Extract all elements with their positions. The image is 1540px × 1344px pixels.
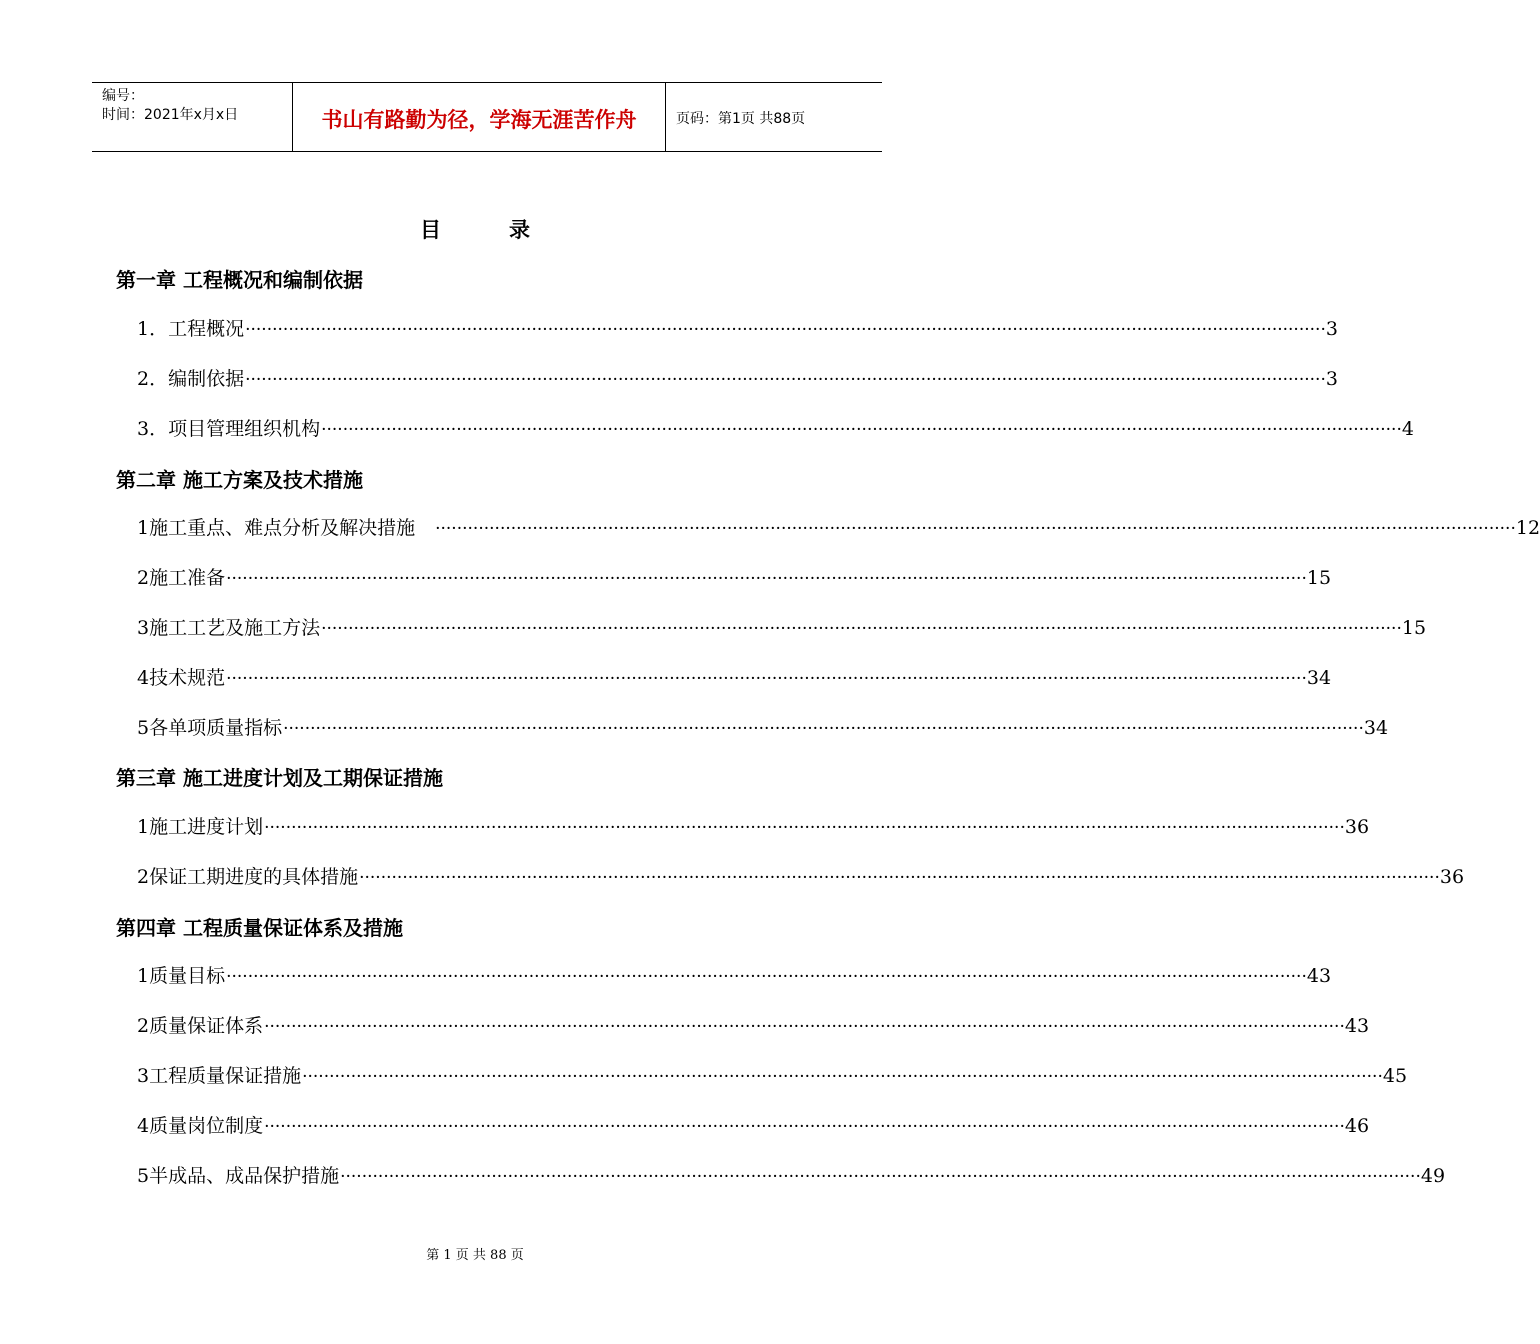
toc-entry-label: 3施工工艺及施工方法 (137, 617, 321, 639)
toc-entry-page: 46 (1344, 1115, 1370, 1137)
toc-entry-page: 43 (1306, 965, 1332, 987)
toc-entry-label: 1．工程概况 (137, 318, 245, 340)
toc-chapter-4: 第四章 工程质量保证体系及措施 (116, 916, 403, 940)
toc-entry[interactable] (137, 1111, 1370, 1137)
toc-entry[interactable] (137, 563, 1332, 589)
toc-entry-page: 3 (1325, 318, 1338, 340)
toc-entry-label: 3．项目管理组织机构 (137, 418, 321, 440)
toc-entry-page: 34 (1306, 667, 1332, 689)
toc-entry-page: 15 (1401, 617, 1427, 639)
header-motto: 书山有路勤为径，学海无涯苦作舟 (293, 83, 666, 151)
toc-leader-dots: ········································································································································································································ (435, 519, 1516, 539)
document-time-label: 时间：2021年x月x日 (102, 107, 239, 123)
toc-entry[interactable] (137, 812, 1370, 838)
toc-entry[interactable] (137, 364, 1338, 390)
toc-entry-label: 5各单项质量指标 (137, 717, 283, 739)
toc-entry-page: 36 (1439, 866, 1465, 888)
toc-entry[interactable] (137, 961, 1332, 987)
toc-leader-dots: ········································································································································································································ (321, 619, 1402, 639)
toc-entry-label: 3工程质量保证措施 (137, 1065, 302, 1087)
toc-leader-dots: ········································································································································································································ (283, 719, 1364, 739)
toc-entry[interactable] (137, 1161, 1446, 1187)
toc-entry-page: 3 (1325, 368, 1338, 390)
toc-leader-dots: ········································································································································································································ (226, 569, 1307, 589)
toc-entry[interactable] (137, 663, 1332, 689)
toc-chapter-3: 第三章 施工进度计划及工期保证措施 (116, 766, 443, 790)
toc-leader-dots: ········································································································································································································ (340, 1167, 1421, 1187)
toc-entry-label: 1施工重点、难点分析及解决措施 (137, 517, 435, 539)
page-footer: 第 1 页 共 88 页 (426, 1248, 524, 1263)
document-number-label: 编号： (102, 88, 144, 104)
toc-chapter-2: 第二章 施工方案及技术措施 (116, 468, 363, 492)
toc-entry[interactable] (137, 862, 1465, 888)
toc-title (0, 214, 950, 244)
toc-entry-page: 34 (1363, 717, 1389, 739)
toc-entry[interactable] (137, 314, 1338, 340)
document-header (92, 82, 882, 152)
toc-leader-dots: ········································································································································································································ (226, 967, 1307, 987)
toc-entry-page: 4 (1401, 418, 1414, 440)
toc-entry-label: 1施工进度计划 (137, 816, 264, 838)
toc-entry-page: 36 (1344, 816, 1370, 838)
header-page-info: 页码：第1页 共88页 (676, 111, 806, 127)
toc-entry-label: 4质量岗位制度 (137, 1115, 264, 1137)
toc-entry-page: 12 (1515, 517, 1540, 539)
toc-entry[interactable] (137, 513, 1540, 539)
toc-leader-dots: ········································································································································································································ (321, 420, 1402, 440)
toc-title-left: 目 (420, 218, 441, 242)
toc-title-right: 录 (509, 218, 530, 242)
toc-entry-label: 4技术规范 (137, 667, 226, 689)
toc-entry-page: 15 (1306, 567, 1332, 589)
toc-entry[interactable] (137, 713, 1389, 739)
toc-entry-label: 2．编制依据 (137, 368, 245, 390)
toc-chapter-1: 第一章 工程概况和编制依据 (116, 268, 363, 292)
toc-entry-label: 2质量保证体系 (137, 1015, 264, 1037)
toc-leader-dots: ········································································································································································································ (264, 818, 1345, 838)
toc-leader-dots: ········································································································································································································ (302, 1067, 1383, 1087)
toc-entry-page: 49 (1420, 1165, 1446, 1187)
toc-entry-page: 43 (1344, 1015, 1370, 1037)
toc-entry[interactable] (137, 1011, 1370, 1037)
header-meta (92, 83, 293, 151)
toc-entry[interactable] (137, 414, 1414, 440)
toc-entry[interactable] (137, 613, 1427, 639)
toc-entry-page: 45 (1382, 1065, 1408, 1087)
toc-leader-dots: ········································································································································································································ (264, 1017, 1345, 1037)
toc-entry-label: 5半成品、成品保护措施 (137, 1165, 340, 1187)
toc-leader-dots: ········································································································································································································ (264, 1117, 1345, 1137)
toc-entry-label: 2施工准备 (137, 567, 226, 589)
toc-leader-dots: ········································································································································································································ (245, 320, 1326, 340)
toc-entry-label: 2保证工期进度的具体措施 (137, 866, 359, 888)
toc-entry-label: 1质量目标 (137, 965, 226, 987)
toc-leader-dots: ········································································································································································································ (245, 370, 1326, 390)
toc-entry[interactable] (137, 1061, 1408, 1087)
toc-leader-dots: ········································································································································································································ (226, 669, 1307, 689)
toc-leader-dots: ········································································································································································································ (359, 868, 1440, 888)
